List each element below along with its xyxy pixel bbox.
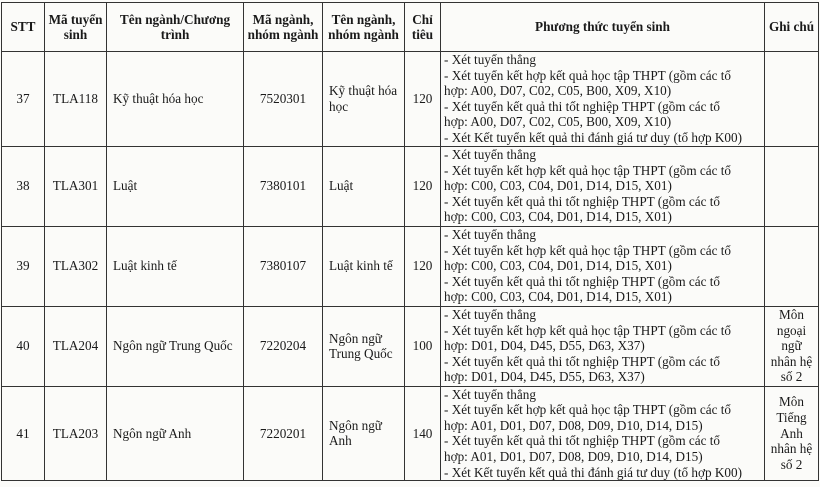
method-line: hợp: A00, D07, C02, C05, B00, X09, X10) <box>444 83 672 99</box>
method-line: hợp: A00, D07, C02, C05, B00, X09, X10) <box>444 114 672 130</box>
admissions-table <box>1 2 819 481</box>
method-line: hợp: A01, D01, D07, D08, D09, D10, D14, D15) <box>444 417 703 433</box>
cell-ma-nganh: 7380101 <box>244 146 323 226</box>
header-chi-tieu: Chỉ tiêu <box>405 3 441 52</box>
method-line: hợp: C00, C03, C04, D01, D14, D15, X01) <box>444 209 672 225</box>
header-stt: STT <box>2 3 45 52</box>
header-ghi-chu: Ghi chú <box>765 3 819 52</box>
cell-ma-tuyen-sinh: TLA301 <box>45 146 107 226</box>
method-line: hợp: C00, C03, C04, D01, D14, D15, X01) <box>444 258 672 274</box>
table-row <box>2 306 819 386</box>
cell-ten-nganh: Luật kinh tế <box>107 226 244 306</box>
cell-stt: 38 <box>2 146 45 226</box>
cell-chi-tieu: 120 <box>405 146 441 226</box>
method-line: - Xét tuyển thẳng <box>444 227 536 243</box>
cell-stt: 41 <box>2 386 45 481</box>
cell-stt: 39 <box>2 226 45 306</box>
header-ten-nhom: Tên ngành, nhóm ngành <box>323 3 405 52</box>
cell-ten-nganh: Kỹ thuật hóa học <box>107 52 244 147</box>
cell-ten-nganh: Ngôn ngữ Anh <box>107 386 244 481</box>
cell-ma-nganh: 7220204 <box>244 306 323 386</box>
method-line: - Xét tuyển thẳng <box>444 386 536 402</box>
method-line: hợp: C00, C03, C04, D01, D14, D15, X01) <box>444 289 672 305</box>
cell-chi-tieu: 120 <box>405 226 441 306</box>
cell-ghi-chu <box>765 146 819 226</box>
cell-ten-nganh: Luật <box>107 146 244 226</box>
header-phuong-thuc: Phương thức tuyển sinh <box>441 3 765 52</box>
method-line: - Xét tuyển kết hợp kết quả học tập THPT (gồm các tổ <box>444 162 732 178</box>
cell-ten-nhom: Luật kinh tế <box>323 226 405 306</box>
cell-phuong-thuc <box>441 146 765 226</box>
cell-ten-nhom: Luật <box>323 146 405 226</box>
cell-ma-nganh: 7220201 <box>244 386 323 481</box>
table-row <box>2 386 819 481</box>
header-ma-nganh: Mã ngành, nhóm ngành <box>244 3 323 52</box>
cell-ghi-chu <box>765 52 819 147</box>
cell-chi-tieu: 100 <box>405 306 441 386</box>
cell-ma-tuyen-sinh: TLA118 <box>45 52 107 147</box>
method-line: - Xét tuyển kết quả thi tốt nghiệp THPT (gồm các tổ <box>444 98 721 114</box>
method-line: - Xét Kết tuyển kết quả thi đánh giá tư duy (tổ hợp K00) <box>444 129 742 145</box>
cell-ma-nganh: 7380107 <box>244 226 323 306</box>
method-line: - Xét tuyển thẳng <box>444 307 536 323</box>
cell-ten-nhom: Ngôn ngữ Anh <box>323 386 405 481</box>
cell-stt: 40 <box>2 306 45 386</box>
cell-chi-tieu: 120 <box>405 52 441 147</box>
header-ten-nganh: Tên ngành/Chương trình <box>107 3 244 52</box>
table-row <box>2 52 819 147</box>
cell-ghi-chu <box>765 226 819 306</box>
cell-phuong-thuc <box>441 52 765 147</box>
method-line: - Xét tuyển kết hợp kết quả học tập THPT (gồm các tổ <box>444 402 732 418</box>
table-row <box>2 146 819 226</box>
method-line: - Xét tuyển kết hợp kết quả học tập THPT (gồm các tổ <box>444 242 732 258</box>
cell-chi-tieu: 140 <box>405 386 441 481</box>
header-row <box>2 3 819 52</box>
cell-stt: 37 <box>2 52 45 147</box>
cell-ma-nganh: 7520301 <box>244 52 323 147</box>
method-line: - Xét tuyển thẳng <box>444 52 536 67</box>
cell-phuong-thuc <box>441 306 765 386</box>
cell-ma-tuyen-sinh: TLA302 <box>45 226 107 306</box>
cell-phuong-thuc <box>441 226 765 306</box>
cell-ma-tuyen-sinh: TLA204 <box>45 306 107 386</box>
method-line: - Xét tuyển kết hợp kết quả học tập THPT (gồm các tổ <box>444 67 732 83</box>
method-line: - Xét tuyển kết hợp kết quả học tập THPT (gồm các tổ <box>444 322 732 338</box>
method-line: - Xét tuyển kết quả thi tốt nghiệp THPT (gồm các tổ <box>444 433 721 449</box>
cell-ten-nhom: Ngôn ngữ Trung Quốc <box>323 306 405 386</box>
method-line: hợp: D01, D04, D45, D55, D63, X37) <box>444 338 645 354</box>
table-row <box>2 226 819 306</box>
cell-ten-nhom: Kỹ thuật hóa học <box>323 52 405 147</box>
method-line: - Xét tuyển thẳng <box>444 147 536 163</box>
cell-ten-nganh: Ngôn ngữ Trung Quốc <box>107 306 244 386</box>
cell-ghi-chu: Môn Tiếng Anh nhân hệ số 2 <box>765 386 819 481</box>
method-line: hợp: D01, D04, D45, D55, D63, X37) <box>444 369 645 385</box>
method-line: - Xét Kết tuyển kết quả thi đánh giá tư duy (tổ hợp K00) <box>444 464 742 480</box>
header-ma-tuyen-sinh: Mã tuyển sinh <box>45 3 107 52</box>
cell-ghi-chu: Môn ngoại ngữ nhân hệ số 2 <box>765 306 819 386</box>
method-line: - Xét tuyển kết quả thi tốt nghiệp THPT (gồm các tổ <box>444 193 721 209</box>
method-line: hợp: A01, D01, D07, D08, D09, D10, D14, D15) <box>444 448 703 464</box>
method-line: - Xét tuyển kết quả thi tốt nghiệp THPT (gồm các tổ <box>444 273 721 289</box>
method-line: hợp: C00, C03, C04, D01, D14, D15, X01) <box>444 178 672 194</box>
method-line: - Xét tuyển kết quả thi tốt nghiệp THPT (gồm các tổ <box>444 353 721 369</box>
cell-ma-tuyen-sinh: TLA203 <box>45 386 107 481</box>
cell-phuong-thuc <box>441 386 765 481</box>
